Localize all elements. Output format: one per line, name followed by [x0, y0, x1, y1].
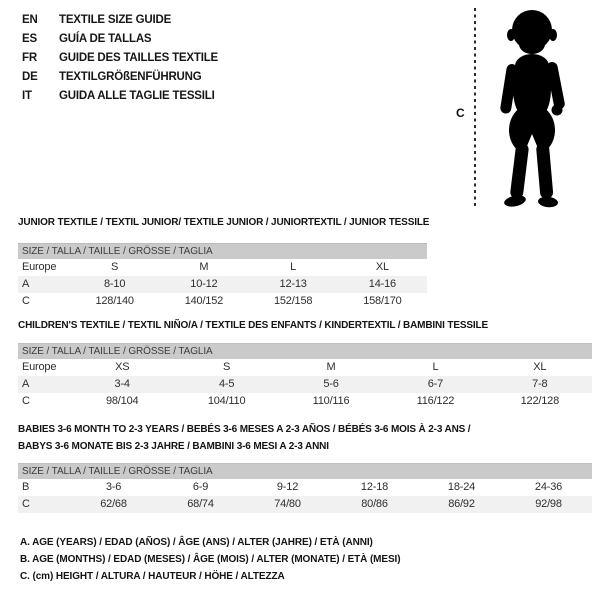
table-cell: S: [223, 361, 231, 373]
table-row: [18, 293, 427, 310]
footnote: B. AGE (MONTHS) / EDAD (MESES) / ÂGE (MOIS) / ALTER (MONATE) / ETÀ (MESI): [20, 554, 401, 565]
language-row: [22, 87, 218, 106]
table-body: [18, 259, 427, 310]
table-size-header: SIZE / TALLA / TAILLE / GRÖSSE / TAGLIA: [18, 463, 592, 479]
row-label: A: [22, 378, 30, 390]
table-cell: 8-10: [104, 278, 126, 290]
table-cell: 12-18: [360, 481, 389, 493]
table-cell: 24-36: [534, 481, 563, 493]
table-cell: 7-8: [532, 378, 548, 390]
table-title: [18, 216, 430, 229]
table-cell: XS: [115, 361, 130, 373]
table-cell: 12-13: [279, 278, 307, 290]
table-row: [18, 259, 427, 276]
table-title-line2: BABYS 3-6 MONATE BIS 2-3 JAHRE / BAMBINI 3-6 MESI A 2-3 ANNI: [18, 441, 329, 452]
language-row: [22, 68, 218, 87]
row-label: C: [22, 395, 30, 407]
table-row: [18, 393, 592, 410]
language-list: [22, 11, 218, 106]
language-code: FR: [22, 52, 37, 64]
footnote: A. AGE (YEARS) / EDAD (AÑOS) / ÂGE (ANS) / ALTER (JAHRE) / ETÀ (ANNI): [20, 537, 373, 548]
table-cell: M: [326, 361, 336, 373]
table-size-header: SIZE / TALLA / TAILLE / GRÖSSE / TAGLIA: [18, 243, 427, 259]
language-row: [22, 30, 218, 49]
table-cell: 3-6: [105, 481, 122, 493]
language-code: DE: [22, 71, 38, 83]
table-cell: 4-5: [218, 378, 235, 390]
table-cell: XL: [375, 261, 389, 273]
table-body: [18, 359, 592, 410]
table-cell: 9-12: [276, 481, 299, 493]
table-row: [18, 276, 427, 293]
row-label: C: [22, 295, 30, 307]
row-label: Europe: [22, 261, 57, 273]
size-table-section: [18, 216, 430, 310]
table-cell: 86/92: [448, 498, 475, 510]
table-cell: 158/170: [363, 295, 402, 307]
table-cell: L: [290, 261, 297, 273]
table-cell: 140/152: [184, 295, 224, 307]
table-cell: 6-7: [427, 378, 444, 390]
table-title-line1: BABIES 3-6 MONTH TO 2-3 YEARS / BEBÉS 3-6 MESES A 2-3 AÑOS / BÉBÉS 3-6 MOIS À 2-3 ANS /: [18, 424, 471, 435]
table-row: [18, 479, 592, 496]
size-table-section: [18, 319, 592, 410]
language-code: ES: [22, 33, 37, 45]
size-table: [18, 343, 592, 410]
toddler-silhouette-icon: [486, 8, 578, 208]
language-title: GUIDE DES TAILLES TEXTILE: [59, 52, 218, 64]
table-cell: 62/68: [100, 498, 127, 510]
language-row: [22, 11, 218, 30]
language-title: TEXTILGRÖßENFÜHRUNG: [59, 71, 202, 83]
table-cell: S: [111, 261, 119, 273]
row-label: B: [22, 481, 30, 493]
table-cell: 10-12: [190, 278, 218, 290]
table-cell: 3-4: [114, 378, 130, 390]
row-label: Europe: [22, 361, 57, 373]
table-row: [18, 376, 592, 393]
table-cell: 92/98: [535, 498, 562, 510]
table-cell: 152/158: [273, 295, 313, 307]
height-measure-dashed-line: [474, 8, 476, 206]
table-cell: 98/104: [105, 395, 139, 407]
language-title: TEXTILE SIZE GUIDE: [59, 14, 172, 26]
table-cell: 122/128: [520, 395, 560, 407]
table-title: [18, 319, 592, 332]
table-body: [18, 479, 592, 513]
table-cell: 74/80: [274, 498, 301, 510]
table-cell: 18-24: [447, 481, 476, 493]
language-row: [22, 49, 218, 68]
table-cell: L: [432, 361, 439, 373]
language-title: GUÍA DE TALLAS: [59, 33, 152, 45]
language-title: GUIDA ALLE TAGLIE TESSILI: [59, 90, 215, 102]
table-cell: 68/74: [187, 498, 214, 510]
table-cell: 6-9: [192, 481, 209, 493]
table-cell: 5-6: [323, 378, 339, 390]
language-code: IT: [22, 90, 32, 102]
table-cell: 104/110: [207, 395, 246, 407]
row-label: C: [22, 498, 30, 510]
table-row: [18, 496, 592, 513]
table-title: [18, 421, 592, 455]
table-size-header: SIZE / TALLA / TAILLE / GRÖSSE / TAGLIA: [18, 343, 592, 359]
height-measure-label: C: [456, 106, 465, 120]
table-cell: 116/122: [416, 395, 455, 407]
size-table-section: [18, 421, 592, 513]
table-row: [18, 359, 592, 376]
row-label: A: [22, 278, 30, 290]
table-cell: 110/116: [312, 395, 350, 407]
table-title-line1: CHILDREN'S TEXTILE / TEXTIL NIÑO/A / TEXTILE DES ENFANTS / KINDERTEXTIL / BAMBINI TESSILE: [18, 320, 488, 331]
language-code: EN: [22, 14, 38, 26]
table-cell: 128/140: [95, 295, 134, 307]
size-table: [18, 243, 427, 310]
table-cell: 14-16: [368, 278, 396, 290]
footnotes: [20, 534, 400, 585]
table-cell: XL: [533, 361, 547, 373]
table-title-line1: JUNIOR TEXTILE / TEXTIL JUNIOR/ TEXTILE JUNIOR / JUNIORTEXTIL / JUNIOR TESSILE: [18, 217, 430, 228]
table-cell: 80/86: [361, 498, 388, 510]
size-table: [18, 463, 592, 513]
footnote: C. (cm) HEIGHT / ALTURA / HAUTEUR / HÖHE / ALTEZZA: [20, 571, 285, 582]
table-cell: M: [199, 261, 209, 273]
